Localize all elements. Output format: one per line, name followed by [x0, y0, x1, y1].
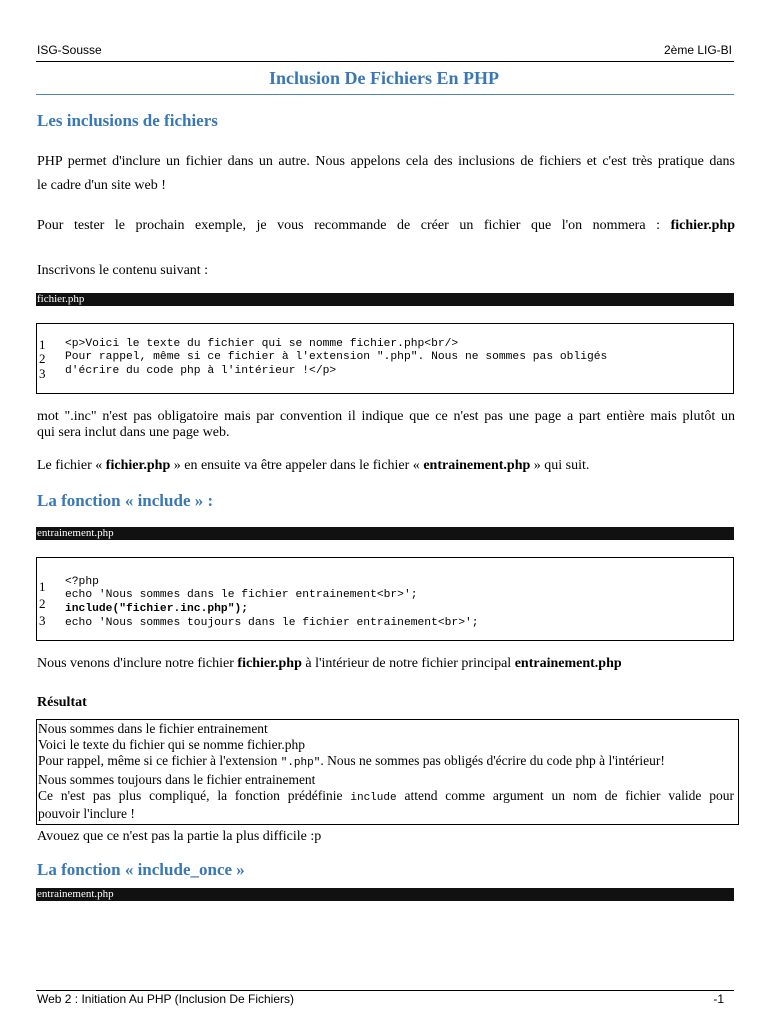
inc-line-1: mot ".inc" n'est pas obligatoire mais par convention il indique que ce n'est pas une page a part entière mais plutôt un — [37, 409, 735, 424]
code-line: <p>Voici le texte du fichier qui se nomme fichier.php<br/> — [65, 338, 459, 350]
filename-bold: fichier.php — [670, 218, 736, 233]
line-number: 2 — [39, 351, 46, 366]
included-text: à l'intérieur de notre fichier principal — [305, 656, 512, 671]
result-text: Ce n'est pas plus compliqué, la fonction prédéfinie — [38, 787, 343, 803]
footer-left: Web 2 : Initiation Au PHP (Inclusion De Fichiers) — [37, 992, 295, 1006]
code-line: Pour rappel, même si ce fichier à l'extension ".php". Nous ne sommes pas obligés — [65, 351, 608, 363]
intro-line-2: le cadre d'un site web ! — [37, 178, 166, 193]
intro-line-1: PHP permet d'inclure un fichier dans un autre. Nous appelons cela des inclusions de fichiers et c'est très pratique dans — [37, 154, 735, 169]
section-heading-include: La fonction « include » : — [37, 491, 214, 510]
result-code: include — [350, 791, 397, 804]
test-paragraph — [37, 214, 735, 238]
result-code: ".php" — [280, 757, 321, 770]
filename-bold: fichier.php — [237, 656, 302, 671]
code-title-bar — [36, 888, 734, 901]
code-block-entrainement — [36, 557, 734, 641]
result-label: Résultat — [37, 695, 87, 710]
filename-bold: entrainement.php — [514, 656, 622, 671]
result-text: Pour rappel, même si ce fichier à l'extension — [38, 753, 278, 769]
header-right: 2ème LIG-BI — [663, 43, 732, 57]
result-line: pouvoir l'inclure ! — [38, 806, 135, 822]
filename-bold: entrainement.php — [423, 458, 531, 473]
section-heading-include-once: La fonction « include_once » — [37, 860, 245, 879]
result-text: . Nous ne sommes pas obligés d'écrire du code php à l'intérieur! — [320, 753, 665, 769]
result-box — [36, 719, 739, 825]
inc-paragraph — [37, 409, 735, 441]
call-text: Le fichier « — [37, 458, 103, 473]
footer-rule — [36, 990, 734, 991]
line-number: 2 — [39, 596, 46, 611]
call-text: » qui suit. — [533, 458, 590, 473]
line-number: 1 — [39, 579, 46, 594]
code-block-fichier — [36, 323, 734, 394]
code-line: echo 'Nous sommes dans le fichier entrainement<br>'; — [65, 589, 418, 601]
call-paragraph — [37, 454, 735, 478]
line-number: 3 — [39, 366, 46, 381]
code-line: echo 'Nous sommes toujours dans le fichier entrainement<br>'; — [65, 617, 479, 629]
code-title: fichier.php — [37, 293, 85, 305]
result-line: Nous sommes dans le fichier entrainement — [38, 721, 268, 736]
result-text: attend comme argument un nom de fichier valide pour — [404, 787, 734, 803]
inc-line-2: qui sera inclut dans une page web. — [37, 425, 230, 440]
header-left: ISG-Sousse — [37, 43, 102, 57]
included-text: Nous venons d'inclure notre fichier — [37, 656, 234, 671]
code-line: d'écrire du code php à l'intérieur !</p> — [65, 365, 337, 377]
result-line: Voici le texte du fichier qui se nomme fichier.php — [38, 737, 306, 753]
line-number: 1 — [39, 337, 46, 352]
code-title: entrainement.php — [37, 527, 114, 539]
call-text: » en ensuite va être appeler dans le fichier « — [173, 458, 420, 473]
filename-bold: fichier.php — [105, 458, 171, 473]
result-line: Nous sommes toujours dans le fichier entrainement — [38, 771, 316, 787]
intro-paragraph — [37, 150, 735, 198]
header-rule — [36, 61, 734, 62]
code-title-bar — [36, 527, 734, 540]
code-title: entrainement.php — [37, 888, 114, 900]
result-line — [37, 753, 738, 771]
code-line: <?php — [65, 576, 99, 588]
section-heading-inclusions: Les inclusions de fichiers — [37, 111, 218, 130]
test-text: Pour tester le prochain exemple, je vous recommande de créer un fichier que l'on nommera : — [37, 218, 660, 233]
code-line-include: include("fichier.inc.php"); — [65, 603, 249, 615]
avouez-paragraph: Avouez que ce n'est pas la partie la plus difficile :p — [37, 829, 322, 844]
title-rule — [36, 94, 734, 95]
result-line — [37, 788, 738, 806]
line-number: 3 — [39, 613, 46, 628]
page-title: Inclusion De Fichiers En PHP — [268, 68, 499, 88]
inscrivons-paragraph: Inscrivons le contenu suivant : — [37, 263, 209, 278]
page-number: -1 — [713, 992, 724, 1006]
included-paragraph — [37, 652, 735, 676]
code-title-bar — [36, 293, 734, 306]
